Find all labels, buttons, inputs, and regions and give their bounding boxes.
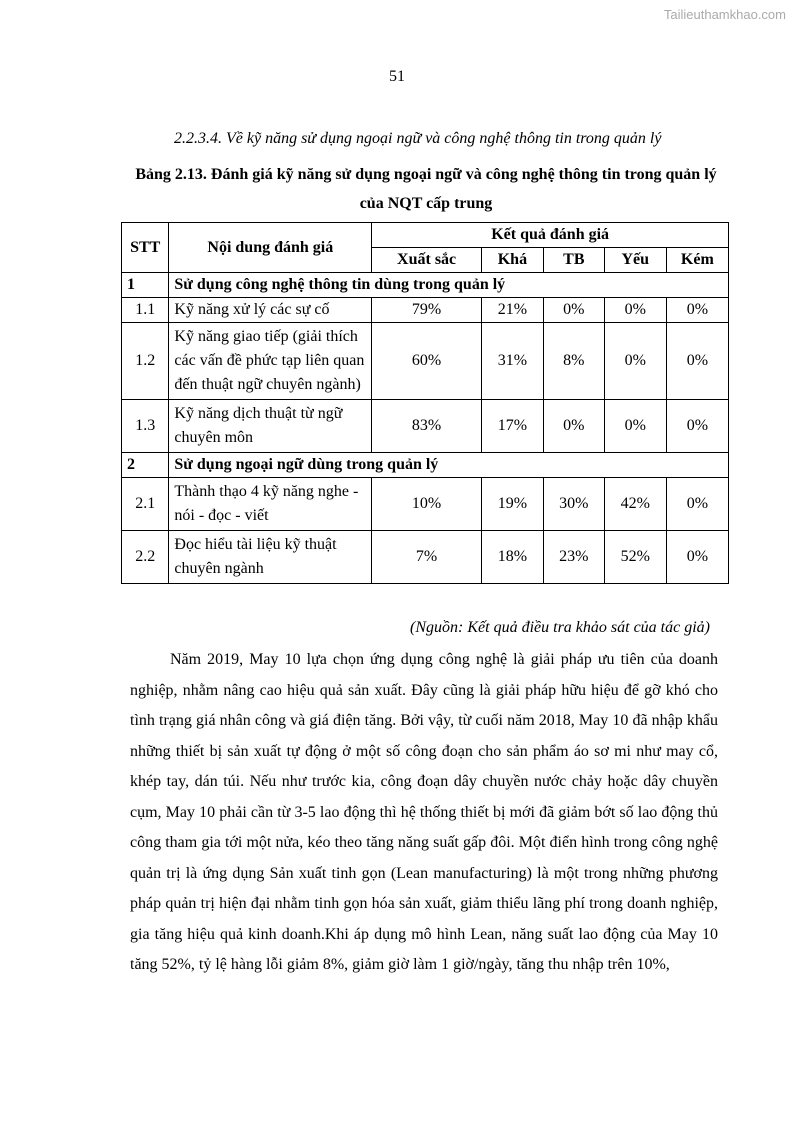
table-row — [122, 298, 729, 323]
row-value: 0% — [666, 298, 728, 323]
table-source-note: (Nguồn: Kết quả điều tra khảo sát của tác giả) — [410, 619, 710, 636]
row-value: 0% — [666, 531, 728, 584]
group-stt: 1 — [122, 273, 169, 298]
row-value: 0% — [666, 400, 728, 453]
body-paragraph: Năm 2019, May 10 lựa chọn ứng dụng công nghệ là giải pháp ưu tiên của doanh nghiệp, nhằm nâng cao hiệu quả sản xuất. Đây cũng là giải pháp hữu hiệu để gỡ khó cho tình trạng giá nhân công và giá điện tăng. Bởi vậy, từ cuối năm 2018, May 10 đã nhập khẩu những thiết bị sản xuất tự động ở một số công đoạn cho sản phẩm áo sơ mi như may cổ, khép tay, dán túi. Nếu như trước kia, công đoạn dây chuyền nước chảy hoặc dây chuyền cụm, May 10 phải cần từ 3-5 lao động thì hệ thống thiết bị mới đã giảm bớt số lao động thủ công tham gia tới một nửa, kéo theo tăng năng suất gấp đôi. Một điển hình trong công nghệ quản trị là ứng dụng Sản xuất tinh gọn (Lean manufacturing) là một trong những phương pháp quản trị hiện đại nhằm tinh gọn hóa sản xuất, giảm thiểu lãng phí trong doanh nghiệp, gia tăng hiệu quả kinh doanh.Khi áp dụng mô hình Lean, năng suất lao động của May 10 tăng 52%, tỷ lệ hàng lỗi giảm 8%, giảm giờ làm 1 giờ/ngày, tăng thu nhập trên 10%, — [130, 651, 718, 973]
group-title: Sử dụng ngoại ngữ dùng trong quản lý — [169, 453, 729, 478]
row-stt: 2.2 — [122, 531, 169, 584]
section-heading: 2.2.3.4. Về kỹ năng sử dụng ngoại ngữ và công nghệ thông tin trong quản lý — [174, 130, 662, 147]
row-value: 21% — [481, 298, 543, 323]
row-value: 10% — [372, 478, 482, 531]
page-number: 51 — [389, 68, 405, 85]
row-stt: 1.1 — [122, 298, 169, 323]
watermark: Tailieuthamkhao.com — [663, 7, 786, 22]
row-value: 0% — [543, 298, 604, 323]
group-row — [122, 273, 729, 298]
row-value: 60% — [372, 323, 482, 400]
row-value: 30% — [543, 478, 604, 531]
row-value: 83% — [372, 400, 482, 453]
row-value: 19% — [481, 478, 543, 531]
table-title: Bảng 2.13. Đánh giá kỹ năng sử dụng ngoại ngữ và công nghệ thông tin trong quản lý của NQT cấp trung — [135, 166, 717, 212]
row-value: 17% — [481, 400, 543, 453]
row-value: 0% — [604, 400, 666, 453]
row-value: 0% — [604, 298, 666, 323]
row-value: 0% — [666, 478, 728, 531]
row-content: Kỹ năng dịch thuật từ ngữ chuyên môn — [169, 400, 372, 453]
group-row — [122, 453, 729, 478]
table-row — [122, 478, 729, 531]
header-stt: STT — [122, 223, 169, 273]
group-stt: 2 — [122, 453, 169, 478]
table-row — [122, 323, 729, 400]
row-content: Kỹ năng xử lý các sự cố — [169, 298, 372, 323]
header-col-poor: Kém — [666, 248, 728, 273]
row-value: 52% — [604, 531, 666, 584]
header-col-good: Khá — [481, 248, 543, 273]
row-content: Kỹ năng giao tiếp (giải thích các vấn đề phức tạp liên quan đến thuật ngữ chuyên ngành) — [169, 323, 372, 400]
row-value: 0% — [666, 323, 728, 400]
evaluation-table — [121, 222, 729, 584]
header-col-weak: Yếu — [604, 248, 666, 273]
header-result: Kết quả đánh giá — [372, 223, 729, 248]
row-value: 18% — [481, 531, 543, 584]
row-value: 0% — [604, 323, 666, 400]
row-value: 8% — [543, 323, 604, 400]
table-row — [122, 531, 729, 584]
row-value: 7% — [372, 531, 482, 584]
row-value: 23% — [543, 531, 604, 584]
header-col-average: TB — [543, 248, 604, 273]
row-value: 42% — [604, 478, 666, 531]
header-content: Nội dung đánh giá — [169, 223, 372, 273]
row-stt: 2.1 — [122, 478, 169, 531]
row-content: Thành thạo 4 kỹ năng nghe - nói - đọc - viết — [169, 478, 372, 531]
row-stt: 1.2 — [122, 323, 169, 400]
row-value: 31% — [481, 323, 543, 400]
table-row — [122, 400, 729, 453]
group-title: Sử dụng công nghệ thông tin dùng trong quản lý — [169, 273, 729, 298]
row-value: 0% — [543, 400, 604, 453]
header-col-excellent: Xuất sắc — [372, 248, 482, 273]
row-value: 79% — [372, 298, 482, 323]
row-content: Đọc hiểu tài liệu kỹ thuật chuyên ngành — [169, 531, 372, 584]
row-stt: 1.3 — [122, 400, 169, 453]
